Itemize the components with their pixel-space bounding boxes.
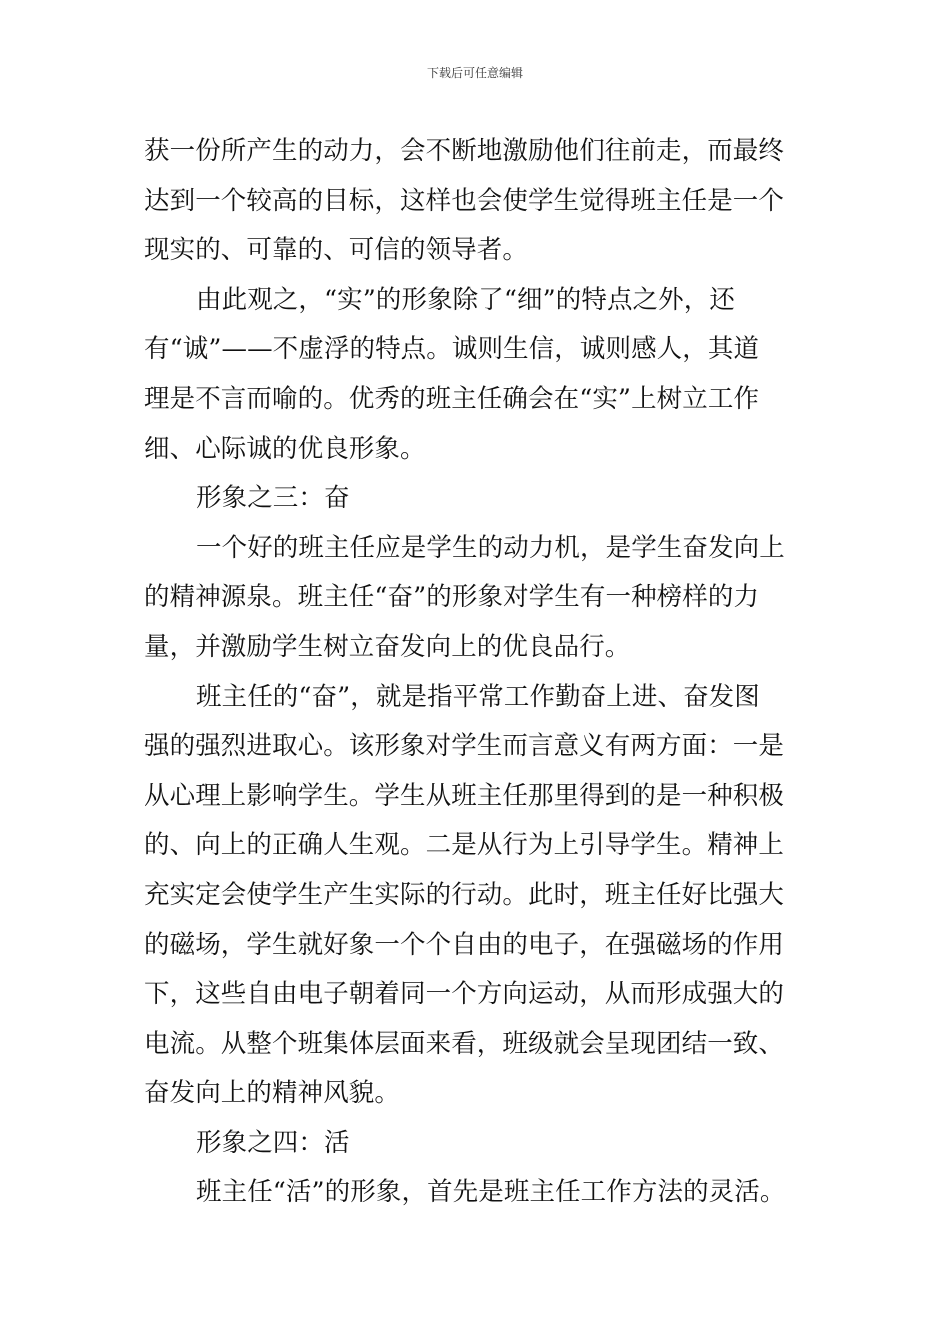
text-line: 获一份所产生的动力，会不断地激励他们往前走，而最终 (144, 136, 785, 166)
text-line: 强的强烈进取心。该形象对学生而言意义有两方面：一是 (144, 731, 785, 762)
text-line: 的磁场，学生就好象一个个自由的电子，在强磁场的作用 (144, 929, 785, 960)
paragraph-start-line: 班主任的“奋”，就是指平常工作勤奋上进、奋发图 (196, 681, 760, 712)
page-header-note: 下载后可任意编辑 (426, 66, 523, 80)
section-heading-three: 形象之三：奋 (196, 483, 350, 514)
paragraph-start-line: 由此观之，“实”的形象除了“细”的特点之外，还 (196, 284, 735, 315)
text-line: 充实定会使学生产生实际的行动。此时，班主任好比强大 (144, 879, 785, 910)
text-line: 奋发向上的精神风貌。 (144, 1078, 401, 1109)
text-line: 量，并激励学生树立奋发向上的优良品行。 (144, 631, 631, 662)
paragraph-start-line: 一个好的班主任应是学生的动力机，是学生奋发向上 (196, 532, 785, 563)
text-line: 理是不言而喻的。优秀的班主任确会在“实”上树立工作 (144, 383, 760, 414)
text-line: 达到一个较高的目标，这样也会使学生觉得班主任是一个 (144, 185, 785, 216)
text-line: 电流。从整个班集体层面来看，班级就会呈现团结一致、 (144, 1028, 785, 1059)
text-line: 细、心际诚的优良形象。 (144, 433, 426, 464)
section-heading-four: 形象之四：活 (196, 1127, 350, 1158)
document-body (144, 127, 824, 1218)
text-line: 从心理上影响学生。学生从班主任那里得到的是一种积极 (144, 780, 785, 811)
text-line: 的精神源泉。班主任“奋”的形象对学生有一种榜样的力 (144, 582, 760, 613)
text-line: 的、向上的正确人生观。二是从行为上引导学生。精神上 (144, 830, 785, 861)
text-line: 下，这些自由电子朝着同一个方向运动，从而形成强大的 (144, 979, 785, 1010)
text-line: 现实的、可靠的、可信的领导者。 (144, 235, 529, 266)
paragraph-start-line: 班主任“活”的形象，首先是班主任工作方法的灵活。 (196, 1177, 786, 1208)
text-line: 有“诚”——不虚浮的特点。诚则生信，诚则感人，其道 (144, 334, 760, 365)
